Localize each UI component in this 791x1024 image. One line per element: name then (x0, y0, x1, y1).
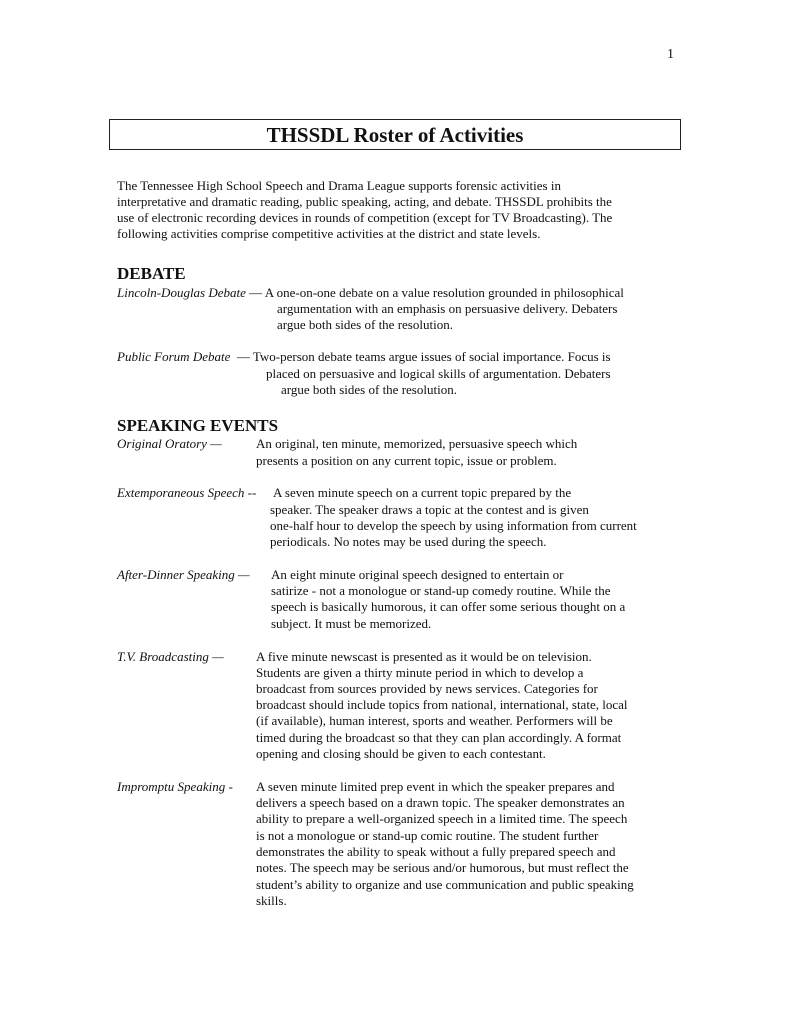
entry-text: presents a position on any current topic, issue or problem. (256, 453, 557, 468)
entry-term: Impromptu Speaking - (117, 779, 233, 794)
section-heading-debate: DEBATE (117, 264, 186, 283)
intro-line: interpretative and dramatic reading, public speaking, acting, and debate. THSSDL prohibits the (117, 194, 612, 209)
page-number: 1 (667, 47, 674, 62)
entry-text: timed during the broadcast so that they can plan accordingly. A format (256, 730, 622, 745)
entry-text: speech is basically humorous, it can offer some serious thought on a (271, 599, 626, 614)
entry-text: Students are given a thirty minute period in which to develop a (256, 665, 584, 680)
entry-text: one-half hour to develop the speech by using information from current (270, 518, 637, 533)
entry-text: A five minute newscast is presented as it would be on television. (256, 649, 592, 664)
entry-term: Extemporaneous Speech -- (117, 485, 257, 500)
entry-text: opening and closing should be given to each contestant. (256, 746, 546, 761)
entry-text: broadcast from sources provided by news services. Categories for (256, 681, 598, 696)
entry-separator: — (230, 349, 253, 364)
entry-text: satirize - not a monologue or stand-up comedy routine. While the (271, 583, 611, 598)
entry-term: After-Dinner Speaking — (117, 567, 250, 582)
entry-term: T.V. Broadcasting — (117, 649, 224, 664)
entry-separator: — (245, 285, 265, 300)
entry-text: ability to prepare a well-organized speech in a limited time. The speech (256, 811, 628, 826)
entry-text: Two-person debate teams argue issues of social importance. Focus is (252, 349, 611, 364)
entry-text: An eight minute original speech designed to entertain or (271, 567, 564, 582)
entry-text: A seven minute limited prep event in which the speaker prepares and (256, 779, 615, 794)
intro-line: use of electronic recording devices in rounds of competition (except for TV Broadcasting). The (117, 210, 613, 225)
page-title: THSSDL Roster of Activities (266, 123, 524, 147)
entry-text: periodicals. No notes may be used during the speech. (270, 534, 547, 549)
title-box (109, 119, 681, 150)
intro-line: The Tennessee High School Speech and Drama League supports forensic activities in (117, 178, 561, 193)
entry-text: argue both sides of the resolution. (277, 317, 453, 332)
entry-text: delivers a speech based on a drawn topic. The speaker demonstrates an (256, 795, 625, 810)
section-heading-speaking-events: SPEAKING EVENTS (117, 416, 279, 435)
entry-text: argue both sides of the resolution. (281, 382, 457, 397)
entry-text: placed on persuasive and logical skills of argumentation. Debaters (266, 366, 611, 381)
entry-text: demonstrates the ability to speak without a fully prepared speech and (256, 844, 616, 859)
entry-text: (if available), human interest, sports and weather. Performers will be (256, 713, 613, 728)
entry-text: A seven minute speech on a current topic prepared by the (273, 485, 572, 500)
entry-text: skills. (256, 893, 287, 908)
entry-term: Lincoln-Douglas Debate (117, 285, 246, 300)
entry-text: broadcast should include topics from national, international, state, local (256, 697, 628, 712)
intro-line: following activities comprise competitive activities at the district and state levels. (117, 226, 541, 241)
entry-text: student’s ability to organize and use communication and public speaking (256, 877, 634, 892)
entry-text: is not a monologue or stand-up comic routine. The student further (256, 828, 599, 843)
entry-text: speaker. The speaker draws a topic at the contest and is given (270, 502, 589, 517)
entry-text: An original, ten minute, memorized, persuasive speech which (256, 436, 578, 451)
entry-text: A one-on-one debate on a value resolution grounded in philosophical (264, 285, 624, 300)
entry-lincoln-douglas (117, 285, 624, 301)
entry-term: Public Forum Debate (117, 349, 231, 364)
entry-text: notes. The speech may be serious and/or humorous, but must reflect the (256, 860, 629, 875)
entry-text: argumentation with an emphasis on persuasive delivery. Debaters (277, 301, 618, 316)
entry-term: Original Oratory — (117, 436, 222, 451)
entry-public-forum (117, 349, 611, 365)
entry-text: subject. It must be memorized. (271, 616, 432, 631)
